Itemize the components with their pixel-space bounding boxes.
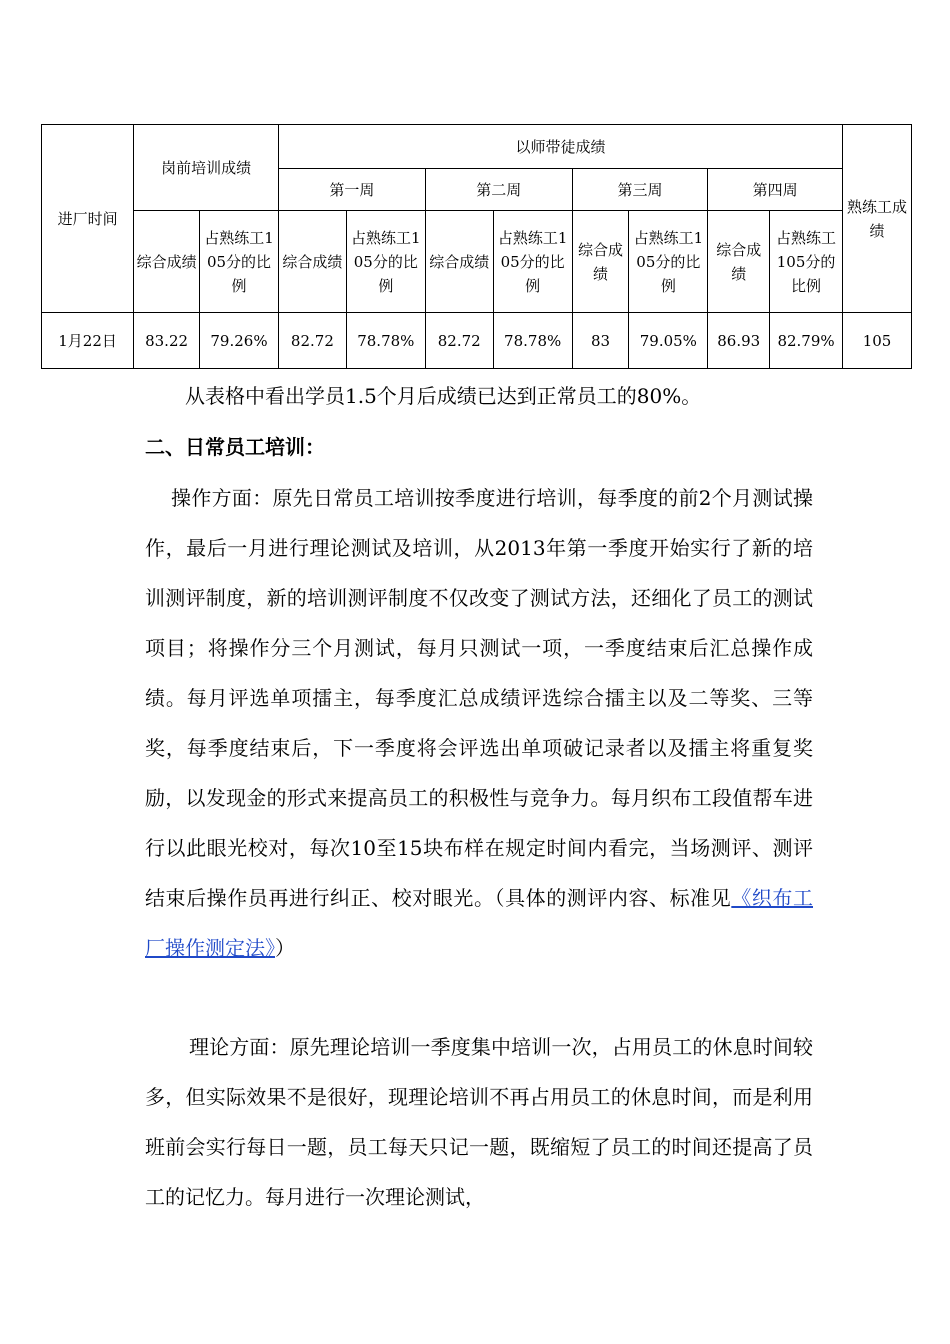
- header-w4-score: 综合成绩: [708, 211, 770, 313]
- header-week-1: 第一周: [278, 169, 425, 211]
- operation-paragraph-tail: ）: [275, 936, 295, 960]
- table-header-row-1: [42, 125, 912, 169]
- header-skilled-worker-score: 熟练工成绩: [843, 125, 912, 313]
- cell-w3-score: 83: [572, 313, 629, 369]
- cell-pre-score: 83.22: [134, 313, 200, 369]
- operation-paragraph: [145, 473, 813, 973]
- cell-w4-score: 86.93: [708, 313, 770, 369]
- cell-w3-ratio: 79.05%: [629, 313, 708, 369]
- cell-w4-ratio: 82.79%: [770, 313, 843, 369]
- header-entry-date: 进厂时间: [42, 125, 134, 313]
- cell-pre-ratio: 79.26%: [199, 313, 278, 369]
- cell-w1-score: 82.72: [278, 313, 346, 369]
- cell-date: 1月22日: [42, 313, 134, 369]
- section-heading: 二、日常员工培训：: [145, 435, 325, 459]
- header-w1-ratio: 占熟练工105分的比例: [346, 211, 425, 313]
- training-score-table: [41, 124, 912, 369]
- theory-paragraph: 理论方面：原先理论培训一季度集中培训一次，占用员工的休息时间较多，但实际效果不是很好，现理论培训不再占用员工的休息时间，而是利用班前会实行每日一题，员工每天只记一题，既缩短了员工的时间还提高了员工的记忆力。每月进行一次理论测试，: [145, 1035, 813, 1209]
- header-w1-score: 综合成绩: [278, 211, 346, 313]
- header-apprentice-scores: 以师带徒成绩: [278, 125, 842, 169]
- header-pre-job-training: 岗前培训成绩: [134, 125, 279, 211]
- header-pre-score: 综合成绩: [134, 211, 200, 313]
- header-w4-ratio: 占熟练工105分的比例: [770, 211, 843, 313]
- header-week-2: 第二周: [425, 169, 572, 211]
- header-week-4: 第四周: [708, 169, 843, 211]
- header-w2-ratio: 占熟练工105分的比例: [493, 211, 572, 313]
- cell-w1-ratio: 78.78%: [346, 313, 425, 369]
- header-week-3: 第三周: [572, 169, 708, 211]
- header-w2-score: 综合成绩: [425, 211, 493, 313]
- header-w3-score: 综合成绩: [572, 211, 629, 313]
- table-header-row-3: [42, 211, 912, 313]
- header-w3-ratio: 占熟练工105分的比例: [629, 211, 708, 313]
- table-summary-note: 从表格中看出学员1.5个月后成绩已达到正常员工的80%。: [185, 384, 702, 408]
- cell-w2-ratio: 78.78%: [493, 313, 572, 369]
- operation-standard-link[interactable]: 《织布工厂操作测定法》: [145, 886, 813, 960]
- operation-paragraph-text: 操作方面：原先日常员工培训按季度进行培训，每季度的前2个月测试操作，最后一月进行理论测试及培训，从2013年第一季度开始实行了新的培训测评制度，新的培训测评制度不仅改变了测试方法，还细化了员工的测试项目；将操作分三个月测试，每月只测试一项，一季度结束后汇总操作成绩。每月评选单项擂主，每季度汇总成绩评选综合擂主以及二等奖、三等奖，每季度结束后，下一季度将会评选出单项破记录者以及擂主将重复奖励，以发现金的形式来提高员工的积极性与竞争力。每月织布工段值帮车进行以此眼光校对，每次10至15块布样在规定时间内看完，当场测评、测评结束后操作员再进行纠正、校对眼光。（具体的测评内容、标准见: [145, 486, 813, 910]
- cell-skilled-score: 105: [843, 313, 912, 369]
- table-row: [42, 313, 912, 369]
- cell-w2-score: 82.72: [425, 313, 493, 369]
- header-pre-ratio: 占熟练工105分的比例: [199, 211, 278, 313]
